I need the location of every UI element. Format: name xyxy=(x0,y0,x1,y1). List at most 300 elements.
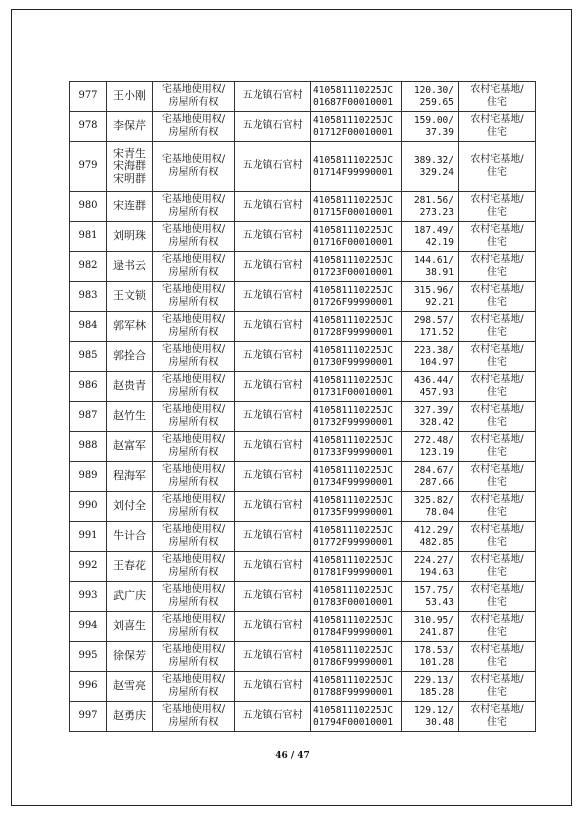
right-type-line: 房屋所有权 xyxy=(168,506,219,518)
location-cell: 五龙镇石官村 xyxy=(235,402,311,432)
area-values-line: 327.39/ xyxy=(413,404,454,416)
area-values-line: 241.87 xyxy=(419,626,454,638)
land-use-line: 住宅 xyxy=(487,296,507,308)
unit-code-line: 01687F00010001 xyxy=(313,96,394,108)
area-values-line: 120.30/ xyxy=(413,84,454,96)
land-use-cell xyxy=(459,432,536,462)
location-cell: 五龙镇石官村 xyxy=(235,112,311,142)
owner-name-cell xyxy=(107,252,153,282)
unit-code-line: 01794F00010001 xyxy=(313,716,394,728)
right-type-line: 房屋所有权 xyxy=(168,356,219,368)
record-number-cell: 988 xyxy=(70,432,107,462)
unit-code-line: 01783F00010001 xyxy=(313,596,394,608)
location-cell: 五龙镇石官村 xyxy=(235,642,311,672)
unit-code-line: 01712F00010001 xyxy=(313,126,394,138)
land-use-line: 农村宅基地/ xyxy=(470,284,524,295)
land-use-line: 住宅 xyxy=(487,166,507,178)
land-use-cell xyxy=(459,642,536,672)
table-row xyxy=(70,672,536,702)
unit-code-cell xyxy=(311,192,402,222)
unit-code-line: 410581110225JC xyxy=(313,494,394,506)
land-use-line: 住宅 xyxy=(487,96,507,108)
owner-name-line: 李保芹 xyxy=(113,119,146,133)
right-type-cell xyxy=(153,372,235,402)
right-type-line: 房屋所有权 xyxy=(168,656,219,668)
unit-code-line: 410581110225JC xyxy=(313,644,394,656)
table-row xyxy=(70,282,536,312)
location-cell: 五龙镇石官村 xyxy=(235,492,311,522)
area-values-cell xyxy=(402,402,459,432)
area-values-line: 457.93 xyxy=(419,386,454,398)
land-use-cell xyxy=(459,582,536,612)
table-row xyxy=(70,642,536,672)
unit-code-line: 410581110225JC xyxy=(313,434,394,446)
right-type-line: 房屋所有权 xyxy=(168,446,219,458)
unit-code-line: 01730F99990001 xyxy=(313,356,394,368)
record-number-cell: 979 xyxy=(70,142,107,192)
unit-code-line: 410581110225JC xyxy=(313,674,394,686)
right-type-line: 宅基地使用权/ xyxy=(161,154,226,165)
right-type-line: 房屋所有权 xyxy=(168,386,219,398)
right-type-line: 宅基地使用权/ xyxy=(161,554,226,565)
land-use-line: 农村宅基地/ xyxy=(470,114,524,125)
owner-name-cell xyxy=(107,112,153,142)
area-values-cell xyxy=(402,312,459,342)
unit-code-line: 01781F99990001 xyxy=(313,566,394,578)
location-cell: 五龙镇石官村 xyxy=(235,82,311,112)
land-use-line: 住宅 xyxy=(487,596,507,608)
record-number-cell: 991 xyxy=(70,522,107,552)
right-type-line: 房屋所有权 xyxy=(168,716,219,728)
unit-code-line: 410581110225JC xyxy=(313,344,394,356)
area-values-line: 30.48 xyxy=(425,716,454,728)
land-use-line: 住宅 xyxy=(487,446,507,458)
land-use-line: 住宅 xyxy=(487,656,507,668)
land-use-line: 住宅 xyxy=(487,386,507,398)
unit-code-line: 01715F00010001 xyxy=(313,206,394,218)
land-use-line: 农村宅基地/ xyxy=(470,404,524,415)
land-use-cell xyxy=(459,672,536,702)
area-values-cell xyxy=(402,432,459,462)
right-type-line: 宅基地使用权/ xyxy=(161,464,226,475)
area-values-line: 259.65 xyxy=(419,96,454,108)
location-cell: 五龙镇石官村 xyxy=(235,612,311,642)
right-type-line: 房屋所有权 xyxy=(168,206,219,218)
land-use-line: 农村宅基地/ xyxy=(470,584,524,595)
unit-code-line: 01786F99990001 xyxy=(313,656,394,668)
unit-code-line: 01716F00010001 xyxy=(313,236,394,248)
right-type-line: 宅基地使用权/ xyxy=(161,284,226,295)
right-type-line: 房屋所有权 xyxy=(168,566,219,578)
table-row xyxy=(70,192,536,222)
owner-name-line: 宋海群 xyxy=(113,159,146,173)
owner-name-cell xyxy=(107,552,153,582)
record-number-cell: 993 xyxy=(70,582,107,612)
land-use-line: 住宅 xyxy=(487,686,507,698)
record-number-cell: 992 xyxy=(70,552,107,582)
land-use-line: 农村宅基地/ xyxy=(470,494,524,505)
right-type-line: 房屋所有权 xyxy=(168,266,219,278)
unit-code-cell xyxy=(311,432,402,462)
location-cell: 五龙镇石官村 xyxy=(235,582,311,612)
right-type-cell xyxy=(153,552,235,582)
location-cell: 五龙镇石官村 xyxy=(235,252,311,282)
location-cell: 五龙镇石官村 xyxy=(235,462,311,492)
right-type-line: 房屋所有权 xyxy=(168,476,219,488)
table-row xyxy=(70,372,536,402)
owner-name-line: 程海军 xyxy=(113,469,146,483)
area-values-line: 42.19 xyxy=(425,236,454,248)
record-number-cell: 980 xyxy=(70,192,107,222)
record-number-cell: 994 xyxy=(70,612,107,642)
table-row xyxy=(70,492,536,522)
owner-name-cell xyxy=(107,82,153,112)
unit-code-line: 410581110225JC xyxy=(313,554,394,566)
location-cell: 五龙镇石官村 xyxy=(235,342,311,372)
right-type-line: 房屋所有权 xyxy=(168,96,219,108)
area-values-cell xyxy=(402,192,459,222)
location-cell: 五龙镇石官村 xyxy=(235,312,311,342)
right-type-line: 房屋所有权 xyxy=(168,166,219,178)
land-use-line: 住宅 xyxy=(487,206,507,218)
right-type-cell xyxy=(153,192,235,222)
land-use-cell xyxy=(459,312,536,342)
unit-code-cell xyxy=(311,142,402,192)
right-type-cell xyxy=(153,112,235,142)
right-type-line: 房屋所有权 xyxy=(168,536,219,548)
owner-name-line: 徐保芳 xyxy=(113,649,146,663)
area-values-cell xyxy=(402,82,459,112)
area-values-cell xyxy=(402,582,459,612)
right-type-line: 房屋所有权 xyxy=(168,416,219,428)
land-use-cell xyxy=(459,252,536,282)
record-number-cell: 987 xyxy=(70,402,107,432)
right-type-cell xyxy=(153,312,235,342)
area-values-cell xyxy=(402,142,459,192)
right-type-cell xyxy=(153,402,235,432)
registry-table xyxy=(69,81,536,732)
land-use-line: 农村宅基地/ xyxy=(470,254,524,265)
land-use-line: 住宅 xyxy=(487,416,507,428)
right-type-cell xyxy=(153,432,235,462)
land-use-line: 住宅 xyxy=(487,126,507,138)
owner-name-cell xyxy=(107,142,153,192)
owner-name-line: 赵富军 xyxy=(113,439,146,453)
land-use-cell xyxy=(459,492,536,522)
land-use-line: 住宅 xyxy=(487,566,507,578)
unit-code-line: 01732F99990001 xyxy=(313,416,394,428)
area-values-line: 53.43 xyxy=(425,596,454,608)
location-cell: 五龙镇石官村 xyxy=(235,372,311,402)
unit-code-line: 410581110225JC xyxy=(313,84,394,96)
owner-name-cell xyxy=(107,462,153,492)
land-use-line: 住宅 xyxy=(487,716,507,728)
area-values-line: 389.32/ xyxy=(413,154,454,166)
area-values-cell xyxy=(402,282,459,312)
unit-code-line: 410581110225JC xyxy=(313,114,394,126)
right-type-cell xyxy=(153,672,235,702)
area-values-cell xyxy=(402,342,459,372)
right-type-line: 宅基地使用权/ xyxy=(161,614,226,625)
record-number-cell: 977 xyxy=(70,82,107,112)
area-values-line: 315.96/ xyxy=(413,284,454,296)
unit-code-line: 01714F99990001 xyxy=(313,166,394,178)
area-values-line: 310.95/ xyxy=(413,614,454,626)
registry-table-body xyxy=(70,82,536,732)
right-type-line: 房屋所有权 xyxy=(168,126,219,138)
area-values-line: 229.13/ xyxy=(413,674,454,686)
unit-code-line: 410581110225JC xyxy=(313,584,394,596)
unit-code-cell xyxy=(311,112,402,142)
land-use-line: 住宅 xyxy=(487,326,507,338)
land-use-cell xyxy=(459,112,536,142)
unit-code-line: 410581110225JC xyxy=(313,254,394,266)
record-number-cell: 996 xyxy=(70,672,107,702)
land-use-line: 农村宅基地/ xyxy=(470,524,524,535)
land-use-line: 农村宅基地/ xyxy=(470,464,524,475)
unit-code-line: 410581110225JC xyxy=(313,704,394,716)
owner-name-line: 郭军林 xyxy=(113,319,146,333)
table-row xyxy=(70,522,536,552)
area-values-line: 187.49/ xyxy=(413,224,454,236)
area-values-cell xyxy=(402,642,459,672)
owner-name-line: 郭拴合 xyxy=(113,349,146,363)
unit-code-cell xyxy=(311,522,402,552)
area-values-line: 185.28 xyxy=(419,686,454,698)
owner-name-line: 刘明珠 xyxy=(113,229,146,243)
land-use-line: 农村宅基地/ xyxy=(470,554,524,565)
right-type-cell xyxy=(153,142,235,192)
owner-name-cell xyxy=(107,312,153,342)
land-use-cell xyxy=(459,342,536,372)
land-use-cell xyxy=(459,402,536,432)
area-values-cell xyxy=(402,612,459,642)
owner-name-line: 刘喜生 xyxy=(113,619,146,633)
area-values-cell xyxy=(402,112,459,142)
right-type-line: 房屋所有权 xyxy=(168,326,219,338)
page-number: 46 / 47 xyxy=(275,751,310,761)
area-values-cell xyxy=(402,702,459,732)
owner-name-cell xyxy=(107,192,153,222)
land-use-cell xyxy=(459,372,536,402)
record-number-cell: 982 xyxy=(70,252,107,282)
area-values-cell xyxy=(402,492,459,522)
right-type-line: 房屋所有权 xyxy=(168,686,219,698)
land-use-cell xyxy=(459,552,536,582)
table-row xyxy=(70,462,536,492)
table-row xyxy=(70,702,536,732)
area-values-line: 38.91 xyxy=(425,266,454,278)
area-values-cell xyxy=(402,672,459,702)
land-use-line: 农村宅基地/ xyxy=(470,224,524,235)
land-use-line: 农村宅基地/ xyxy=(470,704,524,715)
land-use-line: 农村宅基地/ xyxy=(470,434,524,445)
land-use-line: 住宅 xyxy=(487,476,507,488)
area-values-line: 273.23 xyxy=(419,206,454,218)
location-cell: 五龙镇石官村 xyxy=(235,282,311,312)
area-values-line: 92.21 xyxy=(425,296,454,308)
unit-code-line: 01734F99990001 xyxy=(313,476,394,488)
unit-code-cell xyxy=(311,252,402,282)
owner-name-cell xyxy=(107,522,153,552)
area-values-line: 37.39 xyxy=(425,126,454,138)
table-row xyxy=(70,342,536,372)
unit-code-cell xyxy=(311,282,402,312)
unit-code-line: 01723F00010001 xyxy=(313,266,394,278)
owner-name-cell xyxy=(107,282,153,312)
location-cell: 五龙镇石官村 xyxy=(235,672,311,702)
owner-name-cell xyxy=(107,222,153,252)
area-values-cell xyxy=(402,462,459,492)
table-row xyxy=(70,222,536,252)
location-cell: 五龙镇石官村 xyxy=(235,522,311,552)
owner-name-line: 王文锁 xyxy=(113,289,146,303)
area-values-line: 144.61/ xyxy=(413,254,454,266)
land-use-line: 农村宅基地/ xyxy=(470,154,524,165)
right-type-cell xyxy=(153,702,235,732)
owner-name-line: 赵贵青 xyxy=(113,379,146,393)
land-use-line: 农村宅基地/ xyxy=(470,194,524,205)
land-use-line: 农村宅基地/ xyxy=(470,314,524,325)
location-cell: 五龙镇石官村 xyxy=(235,222,311,252)
table-row xyxy=(70,252,536,282)
unit-code-cell xyxy=(311,222,402,252)
right-type-cell xyxy=(153,222,235,252)
unit-code-line: 410581110225JC xyxy=(313,224,394,236)
record-number-cell: 986 xyxy=(70,372,107,402)
right-type-cell xyxy=(153,82,235,112)
right-type-line: 宅基地使用权/ xyxy=(161,644,226,655)
unit-code-cell xyxy=(311,552,402,582)
record-number-cell: 981 xyxy=(70,222,107,252)
land-use-cell xyxy=(459,612,536,642)
land-use-line: 住宅 xyxy=(487,536,507,548)
right-type-line: 宅基地使用权/ xyxy=(161,584,226,595)
right-type-line: 房屋所有权 xyxy=(168,596,219,608)
area-values-line: 123.19 xyxy=(419,446,454,458)
right-type-cell xyxy=(153,342,235,372)
owner-name-line: 王春花 xyxy=(113,559,146,573)
area-values-line: 482.85 xyxy=(419,536,454,548)
right-type-line: 宅基地使用权/ xyxy=(161,674,226,685)
right-type-line: 宅基地使用权/ xyxy=(161,344,226,355)
right-type-line: 房屋所有权 xyxy=(168,626,219,638)
land-use-cell xyxy=(459,702,536,732)
unit-code-cell xyxy=(311,702,402,732)
area-values-line: 325.82/ xyxy=(413,494,454,506)
unit-code-cell xyxy=(311,372,402,402)
right-type-cell xyxy=(153,612,235,642)
owner-name-line: 武广庆 xyxy=(113,589,146,603)
unit-code-line: 410581110225JC xyxy=(313,314,394,326)
owner-name-line: 赵雪亮 xyxy=(113,679,146,693)
owner-name-line: 牛计合 xyxy=(113,529,146,543)
unit-code-cell xyxy=(311,612,402,642)
location-cell: 五龙镇石官村 xyxy=(235,552,311,582)
unit-code-line: 01735F99990001 xyxy=(313,506,394,518)
unit-code-line: 410581110225JC xyxy=(313,154,394,166)
table-row xyxy=(70,312,536,342)
land-use-line: 农村宅基地/ xyxy=(470,374,524,385)
land-use-line: 农村宅基地/ xyxy=(470,644,524,655)
owner-name-cell xyxy=(107,612,153,642)
owner-name-line: 宋青生 xyxy=(113,146,146,160)
right-type-line: 宅基地使用权/ xyxy=(161,374,226,385)
unit-code-line: 01788F99990001 xyxy=(313,686,394,698)
owner-name-cell xyxy=(107,342,153,372)
land-use-line: 农村宅基地/ xyxy=(470,344,524,355)
record-number-cell: 990 xyxy=(70,492,107,522)
owner-name-cell xyxy=(107,402,153,432)
area-values-cell xyxy=(402,552,459,582)
area-values-line: 328.42 xyxy=(419,416,454,428)
area-values-line: 223.38/ xyxy=(413,344,454,356)
table-row xyxy=(70,112,536,142)
owner-name-cell xyxy=(107,372,153,402)
unit-code-line: 01726F99990001 xyxy=(313,296,394,308)
table-row xyxy=(70,432,536,462)
area-values-line: 412.29/ xyxy=(413,524,454,536)
area-values-cell xyxy=(402,522,459,552)
area-values-line: 157.75/ xyxy=(413,584,454,596)
land-use-line: 住宅 xyxy=(487,506,507,518)
unit-code-line: 01731F00010001 xyxy=(313,386,394,398)
area-values-line: 194.63 xyxy=(419,566,454,578)
area-values-line: 78.04 xyxy=(425,506,454,518)
right-type-line: 宅基地使用权/ xyxy=(161,704,226,715)
unit-code-cell xyxy=(311,672,402,702)
area-values-line: 129.12/ xyxy=(413,704,454,716)
area-values-line: 298.57/ xyxy=(413,314,454,326)
right-type-line: 宅基地使用权/ xyxy=(161,524,226,535)
unit-code-cell xyxy=(311,492,402,522)
right-type-line: 宅基地使用权/ xyxy=(161,404,226,415)
land-use-line: 农村宅基地/ xyxy=(470,614,524,625)
owner-name-line: 赵勇庆 xyxy=(113,709,146,723)
area-values-cell xyxy=(402,252,459,282)
location-cell: 五龙镇石官村 xyxy=(235,432,311,462)
right-type-line: 宅基地使用权/ xyxy=(161,434,226,445)
record-number-cell: 997 xyxy=(70,702,107,732)
table-row xyxy=(70,82,536,112)
area-values-line: 101.28 xyxy=(419,656,454,668)
land-use-cell xyxy=(459,282,536,312)
area-values-line: 436.44/ xyxy=(413,374,454,386)
right-type-line: 宅基地使用权/ xyxy=(161,84,226,95)
right-type-line: 宅基地使用权/ xyxy=(161,114,226,125)
unit-code-line: 410581110225JC xyxy=(313,614,394,626)
location-cell: 五龙镇石官村 xyxy=(235,142,311,192)
right-type-line: 宅基地使用权/ xyxy=(161,224,226,235)
unit-code-line: 410581110225JC xyxy=(313,404,394,416)
owner-name-cell xyxy=(107,642,153,672)
owner-name-cell xyxy=(107,702,153,732)
land-use-cell xyxy=(459,192,536,222)
right-type-cell xyxy=(153,642,235,672)
owner-name-line: 王小刚 xyxy=(113,89,146,103)
land-use-line: 住宅 xyxy=(487,356,507,368)
unit-code-cell xyxy=(311,82,402,112)
owner-name-line: 赵竹生 xyxy=(113,409,146,423)
land-use-cell xyxy=(459,222,536,252)
record-number-cell: 984 xyxy=(70,312,107,342)
right-type-line: 宅基地使用权/ xyxy=(161,254,226,265)
owner-name-line: 宋明群 xyxy=(113,171,146,185)
owner-name-cell xyxy=(107,432,153,462)
unit-code-cell xyxy=(311,582,402,612)
right-type-line: 宅基地使用权/ xyxy=(161,494,226,505)
right-type-line: 房屋所有权 xyxy=(168,296,219,308)
